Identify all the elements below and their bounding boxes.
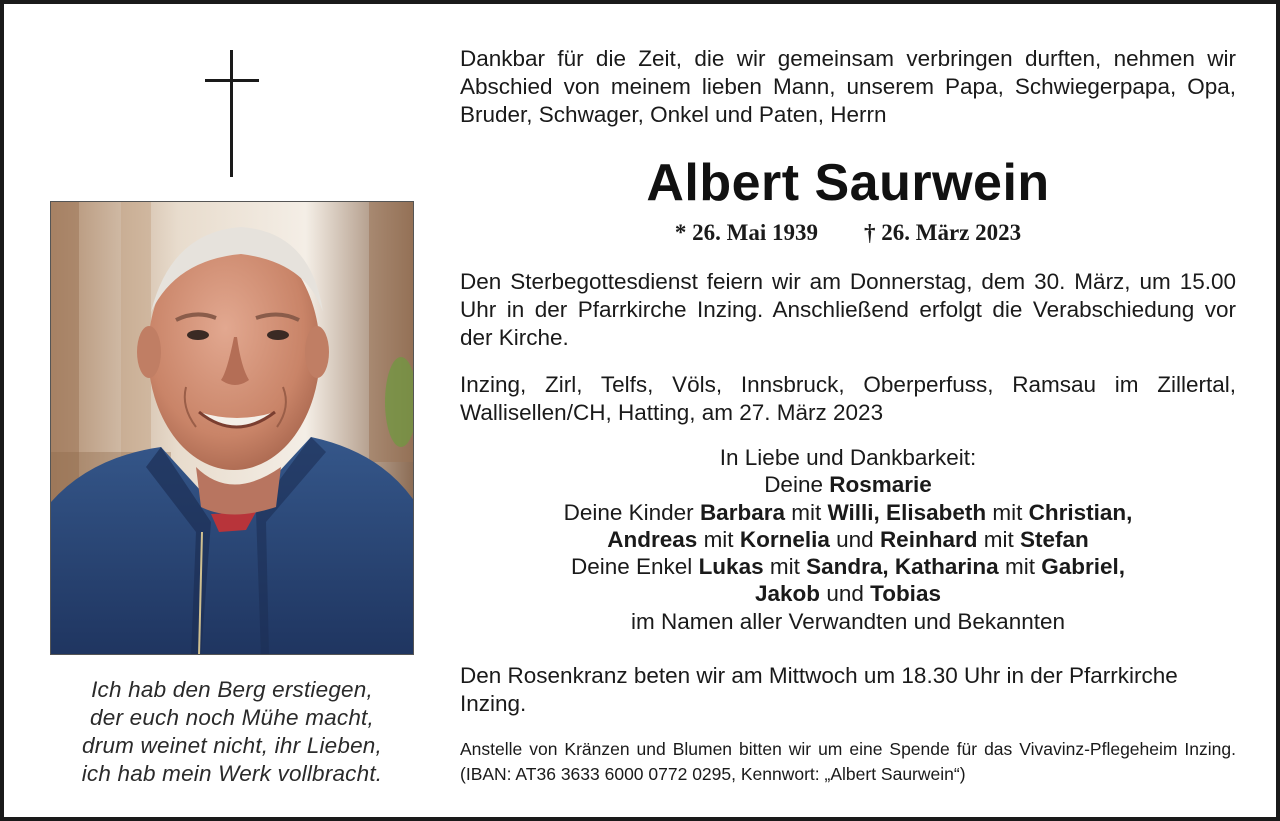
mourners-grandkids-line <box>460 553 1236 580</box>
label: mit <box>791 499 822 525</box>
name: Reinhard <box>879 526 978 552</box>
label: mit <box>992 499 1023 525</box>
funeral-text: Den Sterbegottesdienst feiern wir am Donnerstag, dem 30. März, um 15.00 Uhr in der Pfarrkirche Inzing. Anschließend erfolgt die Verabschiedung vor der Kirche. <box>460 269 1236 350</box>
verse-line: Ich hab den Berg erstiegen, <box>91 677 373 702</box>
label: und <box>826 581 864 607</box>
label: mit <box>769 554 800 580</box>
label: mit <box>703 526 734 552</box>
intro-text: Dankbar für die Zeit, die wir gemeinsam verbringen durften, nehmen wir Abschied von meinem lieben Mann, unserem Papa, Schwiegerpapa, Opa, Bruder, Schwager, Onkel und Paten, Herrn <box>460 46 1236 127</box>
mourners-heading: In Liebe und Dankbarkeit: <box>719 445 977 470</box>
mourners-block <box>460 444 1236 635</box>
cross-icon <box>205 50 259 177</box>
memorial-verse <box>34 676 430 788</box>
verse-line: ich hab mein Werk vollbracht. <box>81 761 383 786</box>
rosary-text: Den Rosenkranz beten wir am Mittwoch um 18.30 Uhr in der Pfarrkirche Inzing. <box>460 663 1178 716</box>
name: Gabriel, <box>1041 554 1126 580</box>
name: Tobias <box>870 581 941 607</box>
name: Sandra, Katharina <box>806 554 999 580</box>
life-dates <box>460 218 1236 248</box>
name: Kornelia <box>739 526 830 552</box>
verse-line: der euch noch Mühe macht, <box>90 705 374 730</box>
name: Rosmarie <box>829 472 932 498</box>
mourners-closing: im Namen aller Verwandten und Bekannten <box>630 608 1065 634</box>
mourners-kids-line <box>460 499 1236 526</box>
name: Jakob <box>755 581 821 607</box>
label: mit <box>983 526 1014 552</box>
name: Andreas <box>607 526 698 552</box>
name: Lukas <box>698 554 764 580</box>
birth-date: * 26. Mai 1939 <box>674 220 818 245</box>
deceased-name: Albert Saurwein <box>646 154 1050 212</box>
label: Deine <box>764 472 823 498</box>
verse-line: drum weinet nicht, ihr Lieben, <box>82 733 382 758</box>
name: Christian, <box>1028 499 1133 525</box>
places-text: Inzing, Zirl, Telfs, Völs, Innsbruck, Oberperfuss, Ramsau im Zillertal, Wallisellen/CH, Hatting, am 27. März 2023 <box>460 372 1236 425</box>
name: Willi, Elisabeth <box>827 499 987 525</box>
portrait-photo <box>50 201 414 655</box>
name: Stefan <box>1019 526 1089 552</box>
label: Deine Enkel <box>570 554 693 580</box>
mourners-wife-line <box>460 471 1236 498</box>
name: Barbara <box>699 499 785 525</box>
label: Deine Kinder <box>563 499 694 525</box>
donation-text: Anstelle von Kränzen und Blumen bitten wir um eine Spende für das Vivavinz-Pflegeheim Inzing. (IBAN: AT36 3633 6000 0772 0295, Kennwort: „Albert Saurwein“) <box>460 739 1236 784</box>
death-date: † 26. März 2023 <box>863 220 1022 245</box>
mourners-kids-line-2 <box>460 526 1236 553</box>
label: mit <box>1004 554 1035 580</box>
mourners-grandkids-line-2 <box>460 580 1236 607</box>
label: und <box>836 526 874 552</box>
